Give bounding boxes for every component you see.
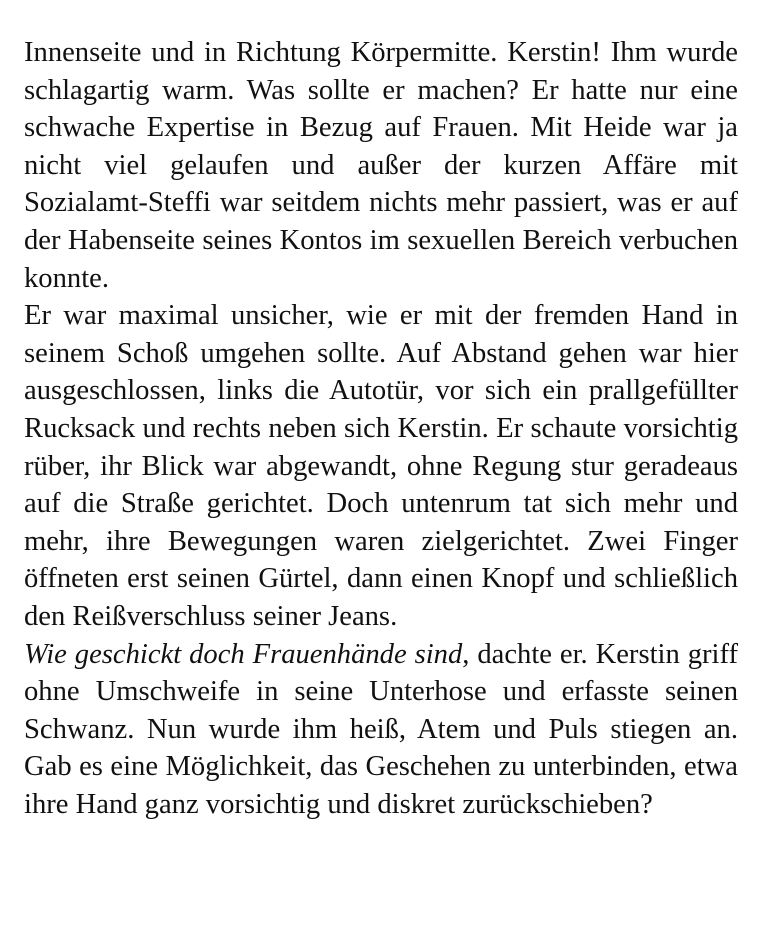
- paragraph-2-text: Er war maximal unsicher, wie er mit der fremden Hand in seinem Schoß umgehen sollte. Auf Abstand gehen war hier ausgeschlossen, links die Autotür, vor sich ein prallgefüllter Rucksack und rechts neben sich Kerstin. Er schaute vorsichtig rüber, ihr Blick war abgewandt, ohne Regung stur geradeaus auf die Straße gerichtet. Doch untenrum tat sich mehr und mehr, ihre Bewegungen waren zielgerichtet. Zwei Finger öffneten erst seinen Gürtel, dann einen Knopf und schließlich den Reißverschluss seiner Jeans.: [24, 300, 738, 632]
- paragraph-2: [24, 297, 738, 635]
- paragraph-1-text: Innenseite und in Richtung Körpermitte. Kerstin! Ihm wurde schlagartig warm. Was sollte er machen? Er hatte nur eine schwache Expertise in Bezug auf Frauen. Mit Heide war ja nicht viel gelaufen und außer der kurzen Affäre mit Sozialamt-Steffi war seitdem nichts mehr passiert, was er auf der Habenseite seines Kontos im sexuellen Bereich verbuchen konnte.: [24, 37, 738, 294]
- paragraph-3-italic-lead: Wie geschickt doch Frauenhände sind: [24, 638, 463, 670]
- paragraph-3-text: , dachte er. Kerstin griff ohne Umschweife in seine Unterhose und erfasste seinen Schwanz. Nun wurde ihm heiß, Atem und Puls stiegen an. Gab es eine Möglichkeit, das Geschehen zu unterbinden, etwa ihre Hand ganz vorsichtig und diskret zurückschieben?: [24, 638, 738, 820]
- paragraph-3: [24, 636, 738, 824]
- paragraph-1: [24, 34, 738, 297]
